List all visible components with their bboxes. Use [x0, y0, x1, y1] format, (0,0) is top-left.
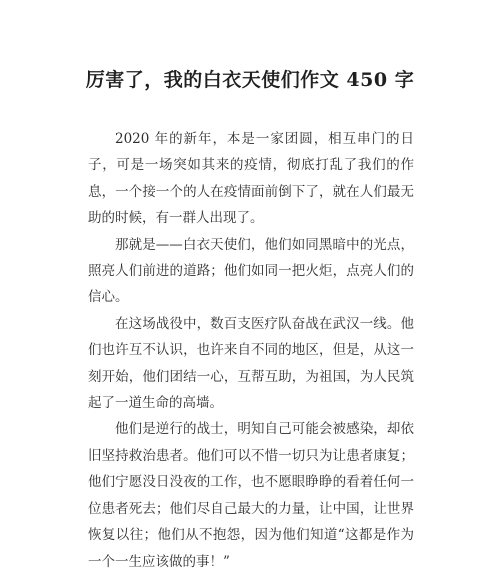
paragraph-3: 在这场战役中，数百支医疗队奋战在武汉一线。他们也许互不认识，也许来自不同的地区，但是，从这一刻开始，他们团结一心，互帮互助，为祖国，为人民筑起了一道生命的高墙。	[88, 315, 414, 412]
document-title: 厉害了，我的白衣天使们作文 450 字	[85, 69, 415, 91]
document-body	[88, 126, 414, 575]
paragraph-2: 那就是——白衣天使们，他们如同黑暗中的光点，照亮人们前进的道路；他们如同一把火炬，点亮人们的信心。	[88, 236, 414, 306]
paragraph-4: 他们是逆行的战士，明知自己可能会被感染，却依旧坚持救治患者。他们可以不惜一切只为让患者康复；他们宁愿没日没夜的工作，也不愿眼睁睁的看着任何一位患者死去；他们尽自己最大的力量，让中国，让世界恢复以往；他们从不抱怨，因为他们知道“这都是作为一个一生应该做的事！”	[88, 421, 414, 570]
paragraph-1: 2020 年的新年，本是一家团圆，相互串门的日子，可是一场突如其来的疫情，彻底打乱了我们的作息，一个接一个的人在疫情面前倒下了，就在人们最无助的时候，有一群人出现了。	[88, 131, 414, 227]
